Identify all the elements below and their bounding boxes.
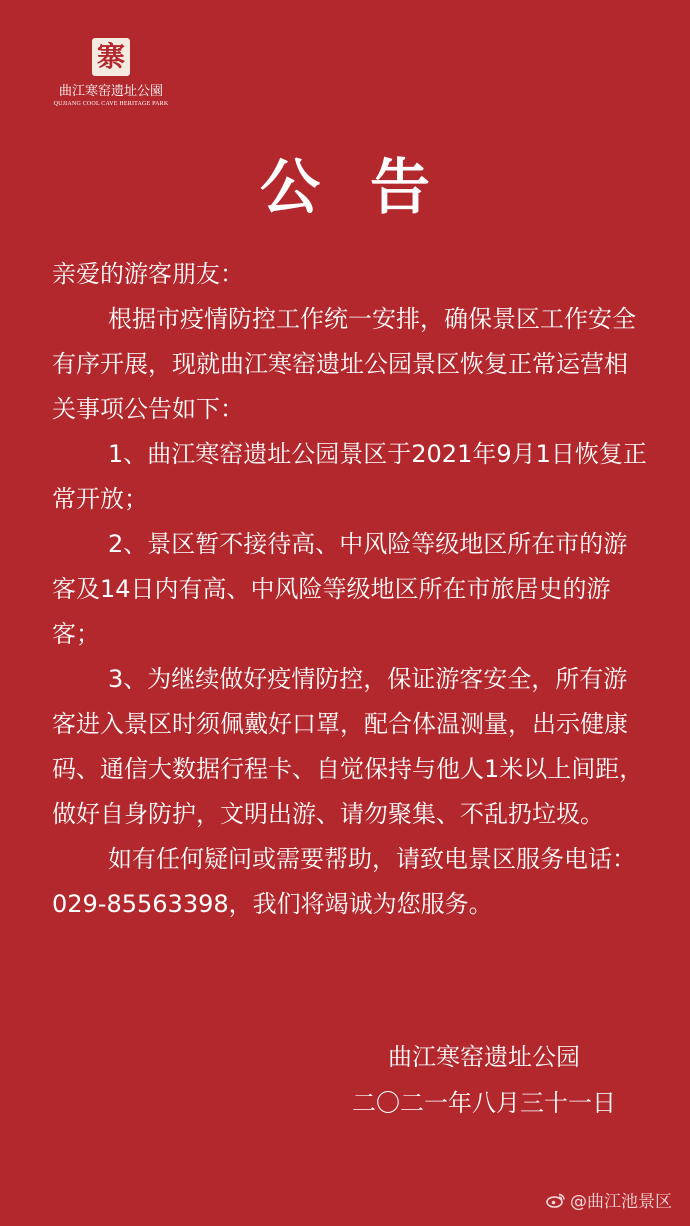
notice-title-char-1: 公 <box>260 153 320 223</box>
notice-body <box>52 252 648 927</box>
logo-seal: 寨 <box>92 38 130 76</box>
logo-name-cn: 曲江寒窑遗址公園 <box>58 84 163 99</box>
watermark-text: @曲江池景区 <box>570 1192 672 1212</box>
weibo-icon <box>546 1192 566 1208</box>
signoff-date: 二〇二一年八月三十一日 <box>352 1089 616 1117</box>
signoff-org: 曲江寒窑遗址公园 <box>388 1043 580 1071</box>
watermark <box>546 1187 672 1212</box>
paragraph-contact: 如有任何疑问或需要帮助，请致电景区服务电话：029-85563398，我们将竭诚为您服务。 <box>52 845 636 918</box>
greeting: 亲爱的游客朋友： <box>52 260 244 288</box>
paragraph-intro: 根据市疫情防控工作统一安排，确保景区工作安全有序开展，现就曲江寒窑遗址公园景区恢复正常运营相关事项公告如下： <box>52 305 636 423</box>
notice-title-char-2: 告 <box>370 153 430 223</box>
paragraph-item-3: 3、为继续做好疫情防控，保证游客安全，所有游客进入景区时须佩戴好口罩，配合体温测量，出示健康码、通信大数据行程卡、自觉保持与他人1米以上间距，做好自身防护，文明出游、请勿聚集、不乱扔垃圾。 <box>52 665 644 828</box>
park-logo <box>48 38 174 107</box>
signoff <box>0 1034 690 1126</box>
logo-name-en: QUJIANG COOL CAVE HERITAGE PARK <box>53 101 169 107</box>
notice-title <box>0 140 690 226</box>
paragraph-item-1: 1、曲江寒窑遗址公园景区于2021年9月1日恢复正常开放； <box>52 440 647 513</box>
paragraph-item-2: 2、景区暂不接待高、中风险等级地区所在市的游客及14日内有高、中风险等级地区所在市旅居史的游客； <box>52 530 628 648</box>
